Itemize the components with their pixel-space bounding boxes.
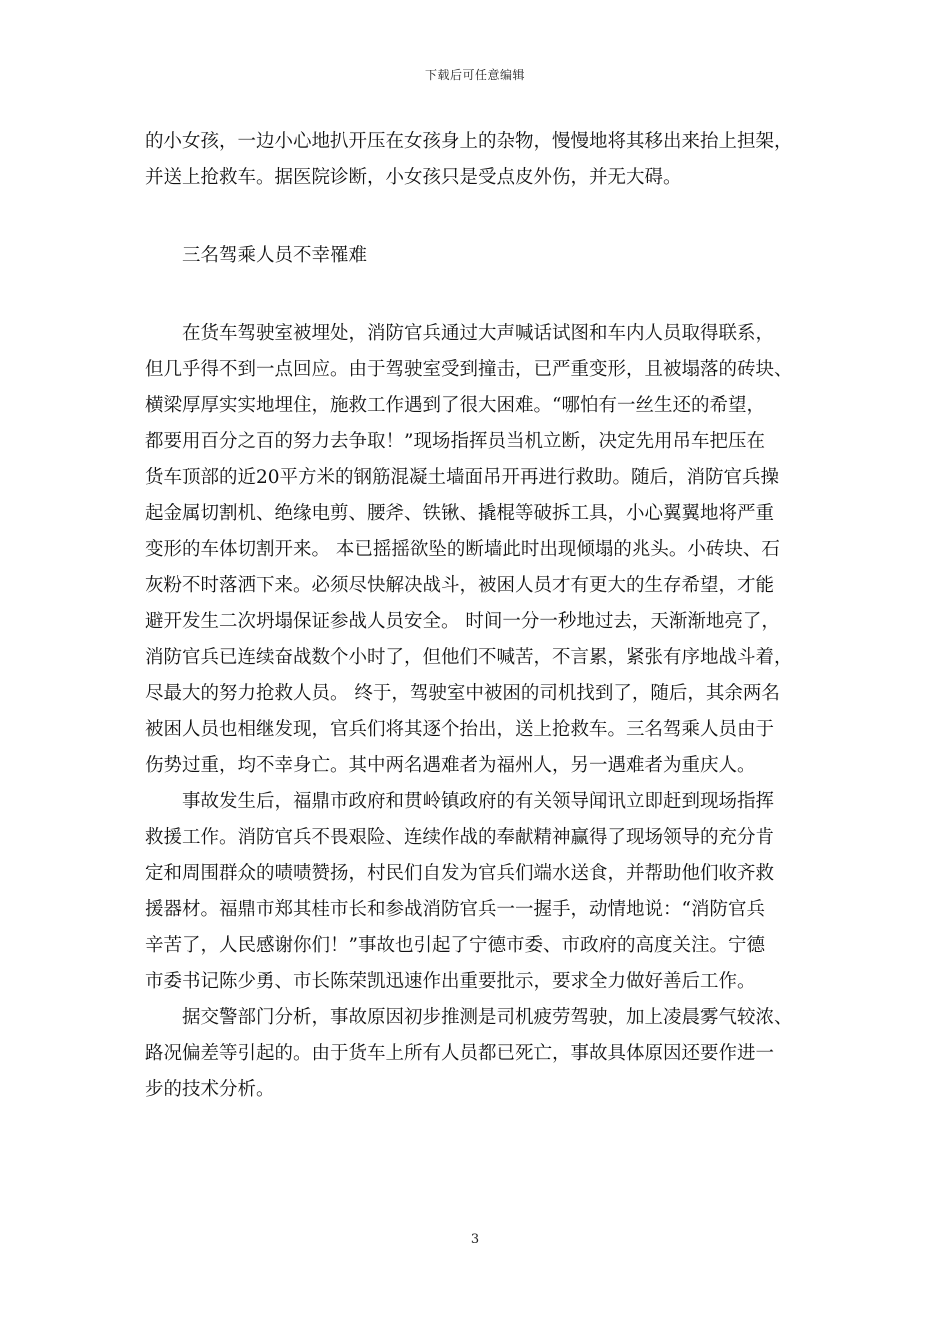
text-line: 在货车驾驶室被埋处，消防官兵通过大声喊话试图和车内人员取得联系， bbox=[182, 323, 775, 344]
text-line: 但几乎得不到一点回应。由于驾驶室受到撞击，已严重变形，且被塌落的砖块、 bbox=[145, 359, 793, 380]
text-line: 并送上抢救车。据医院诊断，小女孩只是受点皮外伤，并无大碍。 bbox=[145, 167, 682, 188]
text-line: 灰粉不时落洒下来。必须尽快解决战斗，被困人员才有更大的生存希望，才能 bbox=[145, 575, 775, 596]
text-line: 避开发生二次坍塌保证参战人员安全。 时间一分一秒地过去，天渐渐地亮了， bbox=[145, 611, 780, 632]
text-line: 都要用百分之百的努力去争取！”现场指挥员当机立断，决定先用吊车把压在 bbox=[145, 431, 765, 452]
text-line: 的小女孩，一边小心地扒开压在女孩身上的杂物，慢慢地将其移出来抬上担架， bbox=[145, 131, 793, 152]
text-line: 横梁厚厚实实地埋住，施救工作遇到了很大困难。“哪怕有一丝生还的希望， bbox=[145, 395, 765, 416]
text-line: 被困人员也相继发现，官兵们将其逐个抬出，送上抢救车。三名驾乘人员由于 bbox=[145, 719, 775, 740]
text-line: 步的技术分析。 bbox=[145, 1079, 275, 1100]
text-line: 伤势过重，均不幸身亡。其中两名遇难者为福州人，另一遇难者为重庆人。 bbox=[145, 755, 756, 776]
text-line: 变形的车体切割开来。 本已摇摇欲坠的断墙此时出现倾塌的兆头。小砖块、石 bbox=[145, 539, 780, 560]
text-line: 救援工作。消防官兵不畏艰险、连续作战的奉献精神赢得了现场领导的充分肯 bbox=[145, 827, 775, 848]
page-number: 3 bbox=[470, 1232, 480, 1247]
document-body bbox=[145, 124, 817, 1108]
text-line: 据交警部门分析，事故原因初步推测是司机疲劳驾驶，加上凌晨雾气较浓、 bbox=[182, 1007, 793, 1028]
page-header-note: 下载后可任意编辑 bbox=[424, 68, 525, 82]
text-line: 援器材。福鼎市郑其桂市长和参战消防官兵一一握手，动情地说：“消防官兵 bbox=[145, 899, 765, 920]
text-line: 起金属切割机、绝缘电剪、腰斧、铁锹、撬棍等破拆工具，小心翼翼地将严重 bbox=[145, 503, 775, 524]
text-line: 事故发生后，福鼎市政府和贯岭镇政府的有关领导闻讯立即赶到现场指挥 bbox=[182, 791, 775, 812]
section-heading: 三名驾乘人员不幸罹难 bbox=[182, 245, 368, 266]
text-line: 辛苦了，人民感谢你们！”事故也引起了宁德市委、市政府的高度关注。宁德 bbox=[145, 935, 765, 956]
text-line: 路况偏差等引起的。由于货车上所有人员都已死亡，事故具体原因还要作进一 bbox=[145, 1043, 775, 1064]
text-line: 尽最大的努力抢救人员。 终于，驾驶室中被困的司机找到了，随后，其余两名 bbox=[145, 683, 780, 704]
text-line: 消防官兵已连续奋战数个小时了，但他们不喊苦，不言累，紧张有序地战斗着， bbox=[145, 647, 793, 668]
text-line: 市委书记陈少勇、市长陈荣凯迅速作出重要批示，要求全力做好善后工作。 bbox=[145, 971, 756, 992]
text-line: 货车顶部的近20平方米的钢筋混凝土墙面吊开再进行救助。随后，消防官兵操 bbox=[145, 467, 780, 488]
text-line: 定和周围群众的啧啧赞扬，村民们自发为官兵们端水送食，并帮助他们收齐救 bbox=[145, 863, 775, 884]
